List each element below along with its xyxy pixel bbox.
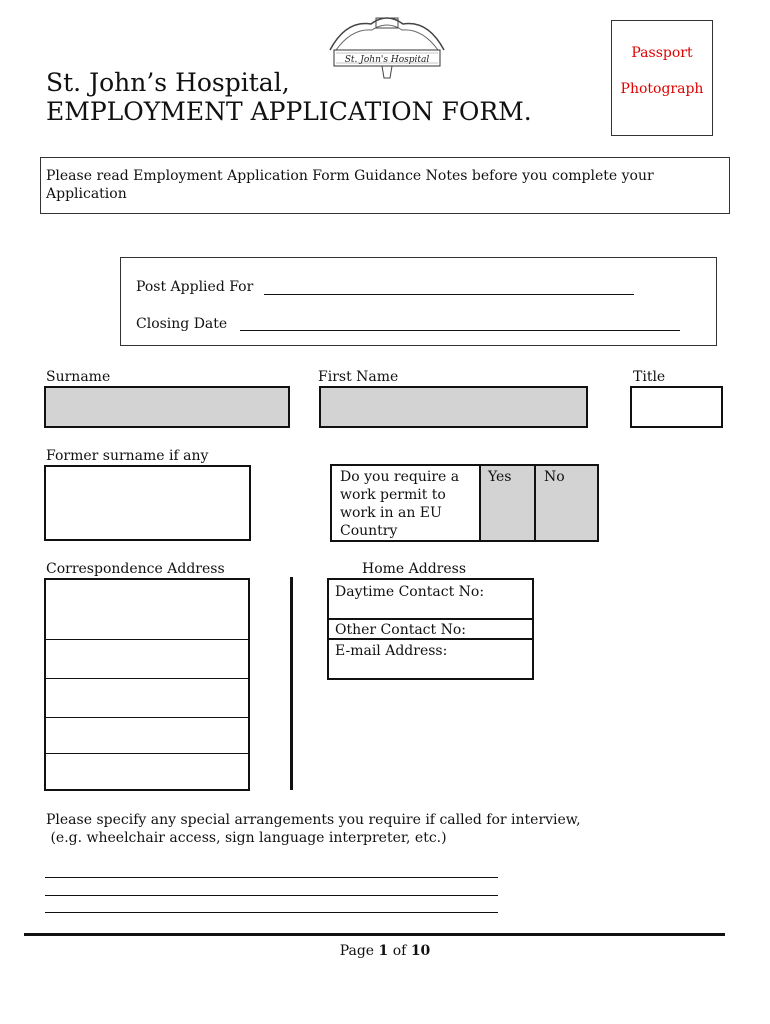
work-permit-table xyxy=(330,464,599,542)
special-arrangements-answer-line[interactable] xyxy=(45,895,498,896)
address-column-divider xyxy=(290,577,293,790)
address-line-divider xyxy=(46,678,248,679)
surname-field[interactable] xyxy=(44,386,290,428)
home-address-label: Home Address xyxy=(362,561,467,577)
closing-date-line[interactable] xyxy=(240,330,680,331)
form-title: EMPLOYMENT APPLICATION FORM. xyxy=(46,97,532,126)
title-label: Title xyxy=(633,369,666,385)
former-surname-label: Former surname if any xyxy=(46,448,209,464)
hospital-logo xyxy=(326,10,448,80)
address-line-divider xyxy=(46,753,248,754)
surname-label: Surname xyxy=(46,369,111,385)
special-arrangements-line2: (e.g. wheelchair access, sign language interpreter, etc.) xyxy=(46,830,447,846)
email-address-label: E-mail Address: xyxy=(335,643,448,659)
special-arrangements-answer-line[interactable] xyxy=(45,877,498,878)
page-current: 1 xyxy=(378,943,389,959)
page-prefix: Page xyxy=(339,943,379,959)
other-contact-label: Other Contact No: xyxy=(335,622,466,638)
special-arrangements-answer-line[interactable] xyxy=(45,912,498,913)
footer-rule xyxy=(24,933,725,936)
post-applied-line[interactable] xyxy=(264,294,634,295)
page-of: of xyxy=(388,943,411,959)
work-permit-question: Do you require a work permit to work in an EU Country xyxy=(340,469,460,539)
address-line-divider xyxy=(46,639,248,640)
work-permit-no-label: No xyxy=(544,469,565,485)
page-total: 10 xyxy=(410,943,431,959)
first-name-field[interactable] xyxy=(319,386,588,428)
contact-divider xyxy=(329,618,532,620)
correspondence-address-label: Correspondence Address xyxy=(46,561,225,577)
page-number xyxy=(0,942,770,960)
work-permit-yes-cell[interactable] xyxy=(479,466,536,540)
daytime-contact-label: Daytime Contact No: xyxy=(335,584,485,600)
contact-divider xyxy=(329,638,532,640)
title-field[interactable] xyxy=(630,386,723,428)
address-line-divider xyxy=(46,717,248,718)
work-permit-yes-label: Yes xyxy=(488,469,512,485)
first-name-label: First Name xyxy=(318,369,399,385)
correspondence-address-field[interactable] xyxy=(44,578,250,791)
photo-label-photograph: Photograph xyxy=(620,81,704,97)
former-surname-field[interactable] xyxy=(44,465,251,541)
closing-date-label: Closing Date xyxy=(136,316,228,332)
special-arrangements-line1: Please specify any special arrangements you require if called for interview, xyxy=(46,812,581,828)
photo-label-passport: Passport xyxy=(631,45,693,61)
hospital-name: St. John’s Hospital, xyxy=(46,68,290,97)
guidance-notice: Please read Employment Application Form Guidance Notes before you complete your Application xyxy=(40,157,730,214)
contact-details-box xyxy=(327,578,534,680)
logo-text: St. John's Hospital xyxy=(344,55,430,65)
post-applied-label: Post Applied For xyxy=(136,279,254,295)
post-details-box xyxy=(120,257,717,346)
passport-photo-box[interactable] xyxy=(611,20,713,136)
work-permit-no-cell[interactable] xyxy=(536,466,597,540)
